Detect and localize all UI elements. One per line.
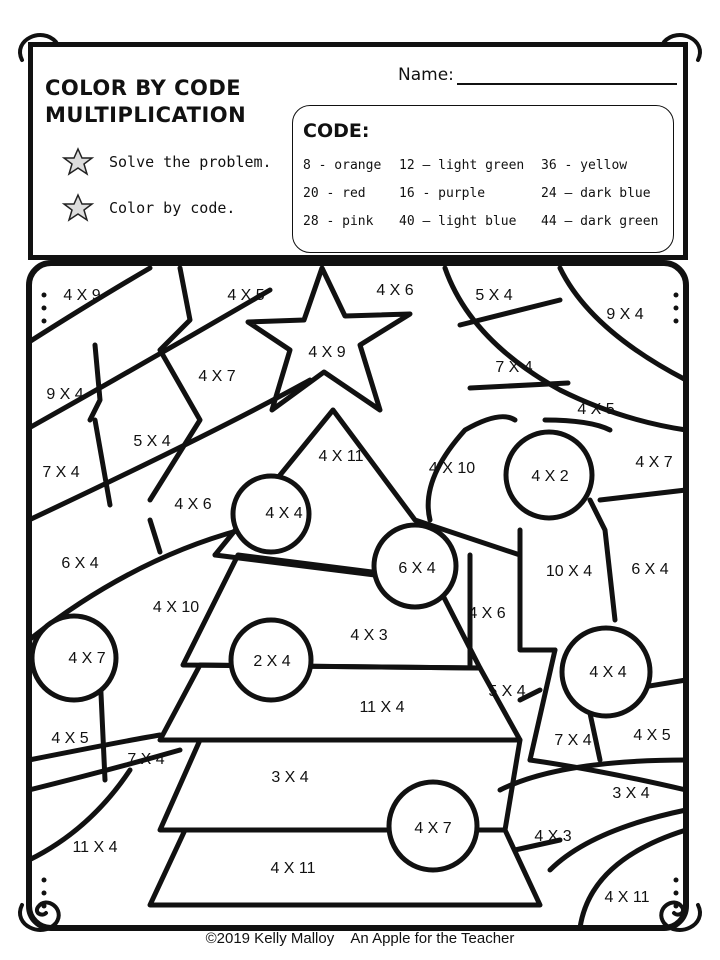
name-field[interactable] xyxy=(398,65,677,85)
region-label: 4 X 2 xyxy=(531,468,569,485)
header-panel xyxy=(28,42,688,260)
region-label: 4 X 10 xyxy=(428,460,476,477)
region-label: 5 X 4 xyxy=(488,683,526,700)
code-grid xyxy=(303,158,671,229)
instruction-text: Solve the problem. xyxy=(109,153,272,171)
code-entry: 12 – light green xyxy=(399,158,525,173)
region-label: 4 X 4 xyxy=(265,505,303,522)
region-label: 4 X 7 xyxy=(198,368,236,385)
instruction-2 xyxy=(61,193,235,223)
region-label: 4 X 5 xyxy=(633,727,671,744)
region-label: 7 X 4 xyxy=(554,732,592,749)
name-input-line[interactable] xyxy=(457,65,677,85)
region-label: 4 X 6 xyxy=(376,282,414,299)
footer xyxy=(0,930,720,947)
region-label: 3 X 4 xyxy=(271,769,309,786)
code-entry: 36 - yellow xyxy=(541,158,628,173)
instruction-text: Color by code. xyxy=(109,199,236,217)
title-line-2: MULTIPLICATION xyxy=(45,103,247,127)
region-label: 9 X 4 xyxy=(606,306,644,323)
region-label: 4 X 4 xyxy=(589,664,627,681)
region-label: 4 X 11 xyxy=(270,860,316,877)
region-label: 4 X 5 xyxy=(227,287,265,304)
region-label: 3 X 4 xyxy=(612,785,650,802)
name-label: Name: xyxy=(398,65,454,85)
region-label: 6 X 4 xyxy=(631,561,669,578)
brand-text: An Apple for the Teacher xyxy=(350,930,515,947)
code-entry: 20 - red xyxy=(303,186,366,201)
region-label: 4 X 5 xyxy=(51,730,89,747)
instruction-1 xyxy=(61,147,272,177)
region-label: 2 X 4 xyxy=(253,653,291,670)
region-label: 10 X 4 xyxy=(545,563,593,580)
region-label: 4 X 6 xyxy=(468,605,506,622)
region-label: 4 X 7 xyxy=(68,650,106,667)
region-label: 4 X 7 xyxy=(635,454,673,471)
region-label: 4 X 3 xyxy=(534,828,572,845)
code-entry: 24 – dark blue xyxy=(541,186,651,201)
worksheet-title xyxy=(45,75,246,129)
region-label: 4 X 6 xyxy=(174,496,212,513)
code-entry: 28 - pink xyxy=(303,214,374,229)
code-entry: 8 - orange xyxy=(303,158,382,173)
star-icon xyxy=(61,147,95,177)
region-label: 5 X 4 xyxy=(475,287,513,304)
region-label: 4 X 9 xyxy=(308,344,346,361)
code-entry: 44 – dark green xyxy=(541,214,659,229)
star-icon xyxy=(61,193,95,223)
copyright-text: ©2019 Kelly Malloy xyxy=(205,930,335,947)
region-label: 11 X 4 xyxy=(359,699,405,716)
region-label: 4 X 9 xyxy=(63,287,101,304)
region-label: 4 X 10 xyxy=(152,599,200,616)
region-label: 11 X 4 xyxy=(72,839,118,856)
code-key xyxy=(292,105,674,253)
code-entry: 16 - purple xyxy=(399,186,486,201)
code-entry: 40 – light blue xyxy=(399,214,517,229)
region-label: 5 X 4 xyxy=(133,433,171,450)
region-label: 4 X 5 xyxy=(577,401,615,418)
region-label: 4 X 11 xyxy=(604,889,650,906)
region-label: 4 X 3 xyxy=(350,627,388,644)
region-label: 6 X 4 xyxy=(398,560,436,577)
region-label: 4 X 11 xyxy=(318,448,364,465)
region-label: 6 X 4 xyxy=(61,555,99,572)
region-label: 7 X 4 xyxy=(42,464,80,481)
title-line-1: COLOR BY CODE xyxy=(45,76,242,100)
region-label: 4 X 7 xyxy=(414,820,452,837)
code-title: CODE: xyxy=(303,120,370,142)
region-label: 7 X 4 xyxy=(127,751,165,768)
region-label: 7 X 4 xyxy=(495,359,533,376)
region-label: 9 X 4 xyxy=(46,386,84,403)
